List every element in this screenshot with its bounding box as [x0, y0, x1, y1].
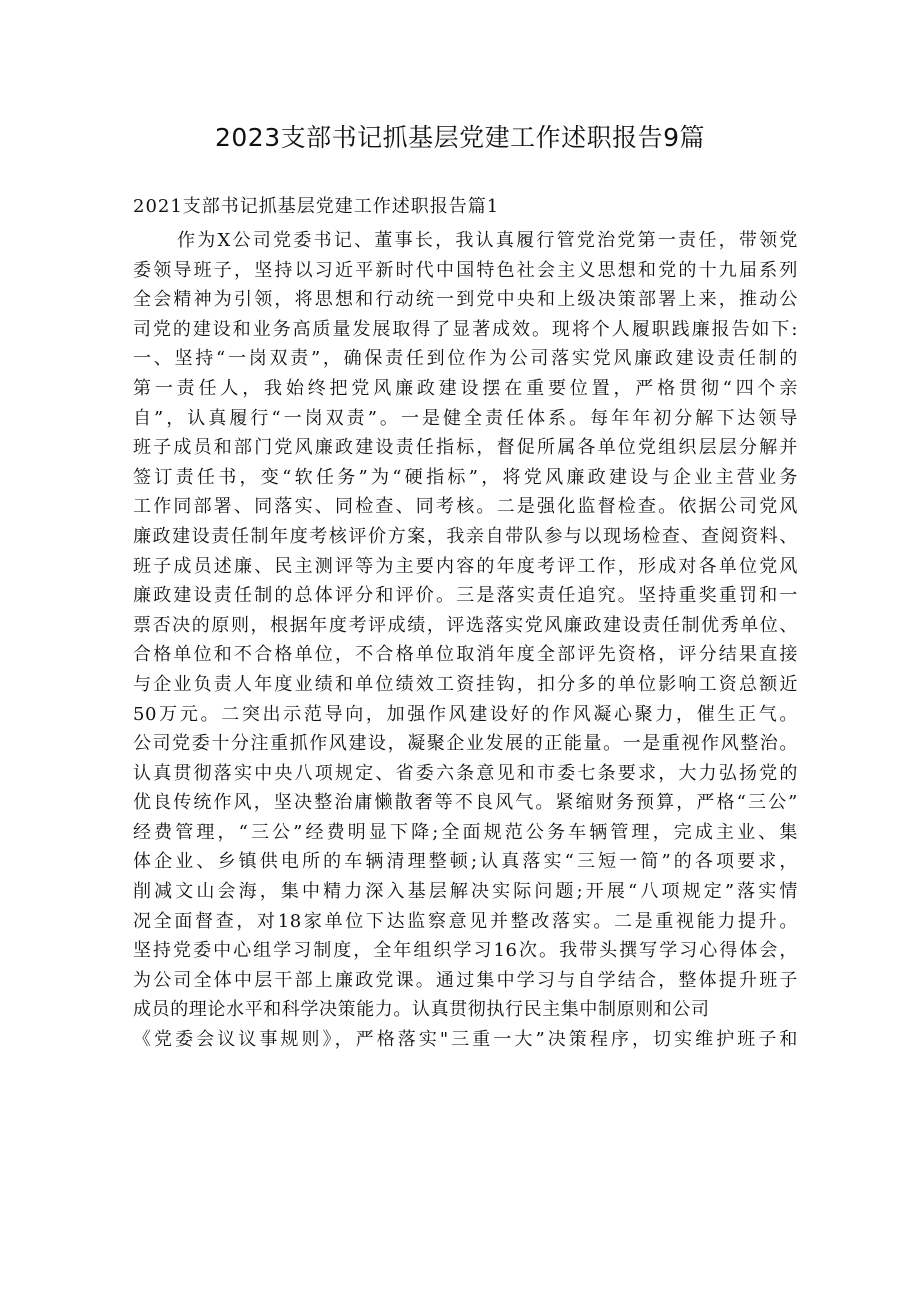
text-line: 削减文山会海，集中精力深入基层解决实际问题;开展“八项规定”落实情: [133, 881, 798, 903]
text-line: 体企业、乡镇供电所的车辆清理整顿;认真落实“三短一简”的各项要求，: [133, 851, 798, 873]
text-line: 公司党委十分注重抓作风建设，凝聚企业发展的正能量。一是重视作风整治。: [133, 733, 798, 755]
text-line: 经费管理，“三公”经费明显下降;全面规范公务车辆管理，完成主业、集: [133, 821, 798, 843]
text-line: 《党委会议议事规则》，严格落实"三重一大”决策程序，切实维护班子和: [133, 1029, 798, 1051]
text-line: 第一责任人，我始终把党风廉政建设摆在重要位置，严格贯彻“四个亲: [133, 377, 798, 399]
text-line: 廉政建设责任制年度考核评价方案，我亲自带队参与以现场检查、查阅资料、: [133, 525, 798, 547]
text-line: 委领导班子，坚持以习近平新时代中国特色社会主义思想和党的十九届系列: [133, 259, 798, 281]
text-line: 签订责任书，变“软任务”为“硬指标”，将党风廉政建设与企业主营业务: [133, 466, 798, 488]
text-line: 司党的建设和业务高质量发展取得了显著成效。现将个人履职践廉报告如下:: [133, 318, 798, 340]
text-line: 与企业负责人年度业绩和单位绩效工资挂钩，扣分多的单位影响工资总额近: [133, 673, 798, 695]
text-line: 作为X公司党委书记、董事长，我认真履行管党治党第一责任，带领党: [177, 230, 798, 251]
text-line: 班子成员和部门党风廉政建设责任指标，督促所属各单位党组织层层分解并: [133, 437, 798, 459]
text-line: 全会精神为引领，将思想和行动统一到党中央和上级决策部署上来，推动公: [133, 289, 798, 311]
text-line: 坚持党委中心组学习制度，全年组织学习16次。我带头撰写学习心得体会，: [133, 940, 798, 962]
text-line: 认真贯彻落实中央八项规定、省委六条意见和市委七条要求，大力弘扬党的: [133, 762, 798, 784]
text-line: 工作同部署、同落实、同检查、同考核。二是强化监督检查。依据公司党风: [133, 496, 798, 518]
section-heading: 2021支部书记抓基层党建工作述职报告篇1: [133, 196, 500, 217]
document-title: 2023支部书记抓基层党建工作述职报告9篇: [214, 123, 706, 152]
text-line: 廉政建设责任制的总体评分和评价。三是落实责任追究。坚持重奖重罚和一: [133, 585, 798, 607]
text-line: 自”，认真履行“一岗双责”。一是健全责任体系。每年年初分解下达领导: [133, 407, 798, 429]
text-line: 成员的理论水平和科学决策能力。认真贯彻执行民主集中制原则和公司: [133, 999, 710, 1021]
body-text: [133, 226, 798, 1055]
text-line: 合格单位和不合格单位，不合格单位取消年度全部评先资格，评分结果直接: [133, 644, 798, 666]
text-line: 况全面督查，对18家单位下达监察意见并整改落实。二是重视能力提升。: [133, 910, 798, 932]
text-line: 为公司全体中层干部上廉政党课。通过集中学习与自学结合，整体提升班子: [133, 969, 798, 991]
text-line: 50万元。二突出示范导向，加强作风建设好的作风凝心聚力，催生正气。: [133, 703, 798, 725]
text-line: 班子成员述廉、民主测评等为主要内容的年度考评工作，形成对各单位党风: [133, 555, 798, 577]
text-line: 优良传统作风，坚决整治庸懒散奢等不良风气。紧缩财务预算，严格“三公”: [133, 792, 798, 814]
text-line: 票否决的原则，根据年度考评成绩，评选落实党风廉政建设责任制优秀单位、: [133, 614, 798, 636]
text-line: 一、坚持“一岗双责”，确保责任到位作为公司落实党风廉政建设责任制的: [133, 348, 798, 370]
